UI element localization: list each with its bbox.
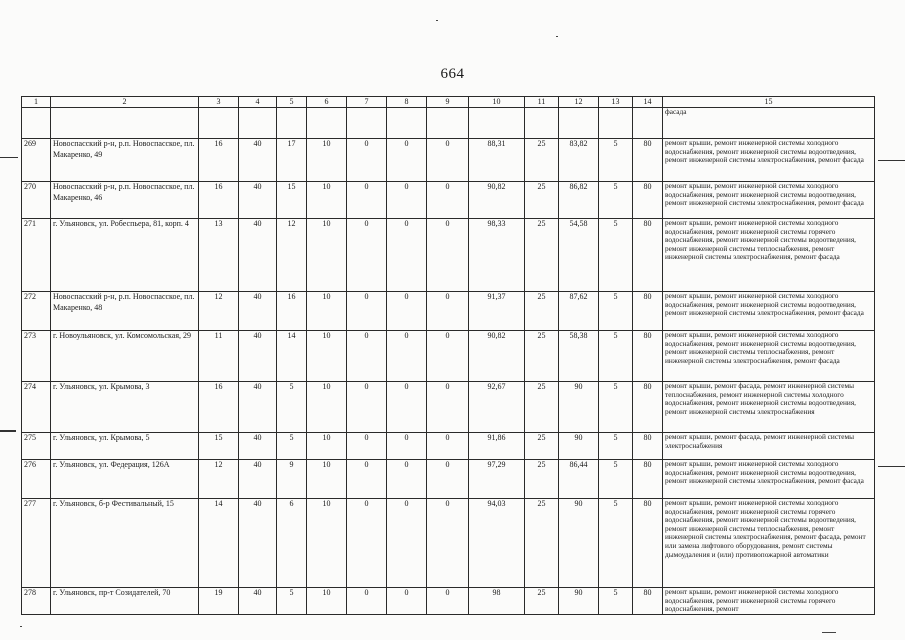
address-cell: г. Ульяновск, ул. Крымова, 3	[51, 382, 199, 433]
table-row	[22, 182, 875, 219]
table-row	[22, 460, 875, 499]
num-col-5-cell: 5	[277, 433, 307, 460]
row-number-cell: 276	[22, 460, 51, 499]
num-col-4-cell: 40	[239, 182, 277, 219]
num-col-3-cell: 19	[199, 588, 239, 615]
num-col-6-cell: 10	[307, 382, 347, 433]
works-list-cell: ремонт крыши, ремонт фасада, ремонт инженерной системы теплоснабжения, ремонт инженерной системы холодного водоснабжения, ремонт инженерной системы водоотведения, ремонт инженерной системы электроснабжения	[663, 382, 875, 433]
num-col-4-cell: 40	[239, 433, 277, 460]
num-col-14-cell: 80	[633, 433, 663, 460]
num-col-8-cell: 0	[387, 182, 427, 219]
num-col-9-cell: 0	[427, 331, 469, 382]
num-col-13-cell: 5	[599, 588, 633, 615]
row-number-cell: 274	[22, 382, 51, 433]
works-list-cell: ремонт крыши, ремонт инженерной системы холодного водоснабжения, ремонт инженерной системы горячего водоснабжения, ремонт	[663, 588, 875, 615]
num-col-9-cell: 0	[427, 588, 469, 615]
works-list-cell: ремонт крыши, ремонт фасада, ремонт инженерной системы электроснабжения	[663, 433, 875, 460]
column-header-12: 12	[559, 97, 599, 108]
scan-mark	[0, 430, 16, 432]
num-col-12-cell: 90	[559, 433, 599, 460]
num-col-11-cell: 25	[525, 182, 559, 219]
row-number-cell: 270	[22, 182, 51, 219]
table-row	[22, 382, 875, 433]
column-header-15: 15	[663, 97, 875, 108]
num-col-12-cell: 54,58	[559, 219, 599, 292]
num-col-12-cell: 90	[559, 382, 599, 433]
num-col-3-cell: 12	[199, 292, 239, 331]
scan-speck	[436, 20, 438, 21]
num-col-8-cell: 0	[387, 433, 427, 460]
address-cell: Новоспасский р-н, р.п. Новоспасское, пл. Макаренко, 46	[51, 182, 199, 219]
num-col-13-cell: 5	[599, 499, 633, 588]
num-col-7-cell: 0	[347, 588, 387, 615]
num-col-11-cell: 25	[525, 292, 559, 331]
num-col-4-cell: 40	[239, 139, 277, 182]
num-col-9-cell: 0	[427, 433, 469, 460]
num-col-14-cell: 80	[633, 182, 663, 219]
num-col-14-cell: 80	[633, 460, 663, 499]
num-col-6-cell: 10	[307, 460, 347, 499]
num-col-13-cell: 5	[599, 331, 633, 382]
scan-speck	[20, 626, 22, 627]
num-col-5-cell: 15	[277, 182, 307, 219]
column-header-1: 1	[22, 97, 51, 108]
num-col-10-cell: 98	[469, 588, 525, 615]
column-header-6: 6	[307, 97, 347, 108]
num-col-4-cell: 40	[239, 292, 277, 331]
row-number-cell: 277	[22, 499, 51, 588]
num-col-3-cell: 16	[199, 182, 239, 219]
num-col-9-cell: 0	[427, 219, 469, 292]
column-header-5: 5	[277, 97, 307, 108]
num-col-8-cell: 0	[387, 499, 427, 588]
num-col-11-cell: 25	[525, 139, 559, 182]
num-col-9-cell: 0	[427, 182, 469, 219]
works-list-cell: ремонт крыши, ремонт инженерной системы холодного водоснабжения, ремонт инженерной системы горячего водоснабжения, ремонт инженерной системы водоотведения, ремонт инженерной системы теплоснабжения, ремонт инженерной системы электроснабжения, ремонт фасада, ремонт или замена лифтового оборудования, ремонт системы дымоудаления и (или) противопожарной автоматики	[663, 499, 875, 588]
num-col-5-cell: 12	[277, 219, 307, 292]
num-col-3-cell: 11	[199, 331, 239, 382]
num-col-7-cell: 0	[347, 382, 387, 433]
works-list-cell: ремонт крыши, ремонт инженерной системы холодного водоснабжения, ремонт инженерной системы водоотведения, ремонт инженерной системы электроснабжения, ремонт фасада	[663, 139, 875, 182]
num-col-6-cell: 10	[307, 219, 347, 292]
num-col-11-cell: 25	[525, 382, 559, 433]
address-cell: г. Ульяновск, б-р Фестивальный, 15	[51, 499, 199, 588]
num-col-12-cell: 83,82	[559, 139, 599, 182]
num-col-3-cell: 15	[199, 433, 239, 460]
num-col-5-cell: 5	[277, 588, 307, 615]
address-cell: г. Ульяновск, ул. Робеспьера, 81, корп. 4	[51, 219, 199, 292]
num-col-13-cell: 5	[599, 433, 633, 460]
num-col-12-cell: 86,44	[559, 460, 599, 499]
works-list-cell: ремонт крыши, ремонт инженерной системы холодного водоснабжения, ремонт инженерной системы горячего водоснабжения, ремонт инженерной системы водоотведения, ремонт инженерной системы теплоснабжения, ремонт инженерной системы электроснабжения, ремонт фасада	[663, 219, 875, 292]
num-col-10-cell: 91,86	[469, 433, 525, 460]
num-col-10-cell: 92,67	[469, 382, 525, 433]
num-col-5-cell: 6	[277, 499, 307, 588]
num-col-10-cell: 97,29	[469, 460, 525, 499]
table-row	[22, 588, 875, 615]
num-col-10-cell: 98,33	[469, 219, 525, 292]
num-col-8-cell: 0	[387, 292, 427, 331]
address-cell: Новоспасский р-н, р.п. Новоспасское, пл. Макаренко, 48	[51, 292, 199, 331]
num-col-4-cell: 40	[239, 382, 277, 433]
num-col-7-cell: 0	[347, 460, 387, 499]
num-col-7-cell: 0	[347, 331, 387, 382]
column-header-11: 11	[525, 97, 559, 108]
header-row	[22, 97, 875, 108]
num-col-4-cell: 40	[239, 219, 277, 292]
num-col-7-cell: 0	[347, 139, 387, 182]
num-col-13-cell: 5	[599, 219, 633, 292]
num-col-9-cell: 0	[427, 292, 469, 331]
num-col-14-cell: 80	[633, 588, 663, 615]
table-row	[22, 219, 875, 292]
num-col-5-cell: 9	[277, 460, 307, 499]
num-col-10-cell: 91,37	[469, 292, 525, 331]
column-header-4: 4	[239, 97, 277, 108]
column-header-2: 2	[51, 97, 199, 108]
num-col-13-cell: 5	[599, 292, 633, 331]
num-col-3-cell: 16	[199, 382, 239, 433]
row-number-cell: 273	[22, 331, 51, 382]
num-col-14-cell: 80	[633, 499, 663, 588]
scan-mark	[878, 466, 905, 467]
continuation-row	[22, 108, 875, 139]
num-col-3-cell: 12	[199, 460, 239, 499]
num-col-6-cell: 10	[307, 331, 347, 382]
num-col-4-cell: 40	[239, 499, 277, 588]
column-header-7: 7	[347, 97, 387, 108]
works-list-cell: ремонт крыши, ремонт инженерной системы холодного водоснабжения, ремонт инженерной системы водоотведения, ремонт инженерной системы электроснабжения, ремонт фасада	[663, 182, 875, 219]
num-col-3-cell: 14	[199, 499, 239, 588]
num-col-14-cell: 80	[633, 382, 663, 433]
num-col-10-cell: 90,82	[469, 182, 525, 219]
num-col-5-cell: 5	[277, 382, 307, 433]
num-col-9-cell: 0	[427, 499, 469, 588]
num-col-8-cell: 0	[387, 588, 427, 615]
works-list-cell: ремонт крыши, ремонт инженерной системы холодного водоснабжения, ремонт инженерной системы водоотведения, ремонт инженерной системы электроснабжения, ремонт фасада	[663, 292, 875, 331]
continuation-cell: фасада	[663, 108, 875, 139]
row-number-cell: 271	[22, 219, 51, 292]
num-col-5-cell: 17	[277, 139, 307, 182]
num-col-14-cell: 80	[633, 219, 663, 292]
num-col-9-cell: 0	[427, 460, 469, 499]
address-cell: г. Ульяновск, пр-т Созидателей, 70	[51, 588, 199, 615]
row-number-cell: 275	[22, 433, 51, 460]
scan-mark	[878, 160, 905, 161]
num-col-6-cell: 10	[307, 499, 347, 588]
num-col-12-cell: 90	[559, 588, 599, 615]
scan-speck	[556, 36, 558, 37]
num-col-7-cell: 0	[347, 219, 387, 292]
num-col-8-cell: 0	[387, 382, 427, 433]
table-row	[22, 499, 875, 588]
num-col-7-cell: 0	[347, 499, 387, 588]
num-col-11-cell: 25	[525, 499, 559, 588]
num-col-12-cell: 86,82	[559, 182, 599, 219]
num-col-12-cell: 58,38	[559, 331, 599, 382]
num-col-13-cell: 5	[599, 382, 633, 433]
num-col-3-cell: 16	[199, 139, 239, 182]
num-col-14-cell: 80	[633, 331, 663, 382]
num-col-14-cell: 80	[633, 139, 663, 182]
num-col-6-cell: 10	[307, 433, 347, 460]
scan-speck	[822, 632, 836, 633]
num-col-5-cell: 14	[277, 331, 307, 382]
column-header-13: 13	[599, 97, 633, 108]
row-number-cell: 278	[22, 588, 51, 615]
num-col-9-cell: 0	[427, 382, 469, 433]
table-row	[22, 433, 875, 460]
num-col-3-cell: 13	[199, 219, 239, 292]
address-cell: г. Ульяновск, ул. Крымова, 5	[51, 433, 199, 460]
page-number: 664	[440, 66, 465, 82]
num-col-8-cell: 0	[387, 460, 427, 499]
works-list-cell: ремонт крыши, ремонт инженерной системы холодного водоснабжения, ремонт инженерной системы водоотведения, ремонт инженерной системы теплоснабжения, ремонт инженерной системы электроснабжения, ремонт фасада	[663, 331, 875, 382]
row-number-cell: 269	[22, 139, 51, 182]
num-col-4-cell: 40	[239, 331, 277, 382]
num-col-8-cell: 0	[387, 331, 427, 382]
num-col-10-cell: 90,82	[469, 331, 525, 382]
num-col-11-cell: 25	[525, 460, 559, 499]
num-col-11-cell: 25	[525, 433, 559, 460]
num-col-6-cell: 10	[307, 182, 347, 219]
address-cell: г. Новоульяновск, ул. Комсомольская, 29	[51, 331, 199, 382]
num-col-11-cell: 25	[525, 219, 559, 292]
num-col-7-cell: 0	[347, 433, 387, 460]
num-col-4-cell: 40	[239, 460, 277, 499]
num-col-13-cell: 5	[599, 460, 633, 499]
column-header-10: 10	[469, 97, 525, 108]
num-col-4-cell: 40	[239, 588, 277, 615]
num-col-12-cell: 90	[559, 499, 599, 588]
column-header-14: 14	[633, 97, 663, 108]
address-cell: Новоспасский р-н, р.п. Новоспасское, пл. Макаренко, 49	[51, 139, 199, 182]
column-header-8: 8	[387, 97, 427, 108]
num-col-8-cell: 0	[387, 139, 427, 182]
num-col-9-cell: 0	[427, 139, 469, 182]
num-col-11-cell: 25	[525, 588, 559, 615]
column-header-3: 3	[199, 97, 239, 108]
scan-mark	[0, 157, 18, 158]
num-col-13-cell: 5	[599, 139, 633, 182]
address-cell: г. Ульяновск, ул. Федерация, 126А	[51, 460, 199, 499]
row-number-cell: 272	[22, 292, 51, 331]
num-col-13-cell: 5	[599, 182, 633, 219]
num-col-8-cell: 0	[387, 219, 427, 292]
num-col-6-cell: 10	[307, 139, 347, 182]
num-col-5-cell: 16	[277, 292, 307, 331]
num-col-10-cell: 88,31	[469, 139, 525, 182]
table-row	[22, 331, 875, 382]
table-row	[22, 139, 875, 182]
num-col-12-cell: 87,62	[559, 292, 599, 331]
num-col-7-cell: 0	[347, 292, 387, 331]
num-col-14-cell: 80	[633, 292, 663, 331]
column-header-9: 9	[427, 97, 469, 108]
table-row	[22, 292, 875, 331]
num-col-7-cell: 0	[347, 182, 387, 219]
num-col-11-cell: 25	[525, 331, 559, 382]
num-col-10-cell: 94,03	[469, 499, 525, 588]
num-col-6-cell: 10	[307, 292, 347, 331]
works-list-cell: ремонт крыши, ремонт инженерной системы холодного водоснабжения, ремонт инженерной системы водоотведения, ремонт инженерной системы электроснабжения, ремонт фасада	[663, 460, 875, 499]
num-col-6-cell: 10	[307, 588, 347, 615]
register-table	[21, 96, 875, 615]
